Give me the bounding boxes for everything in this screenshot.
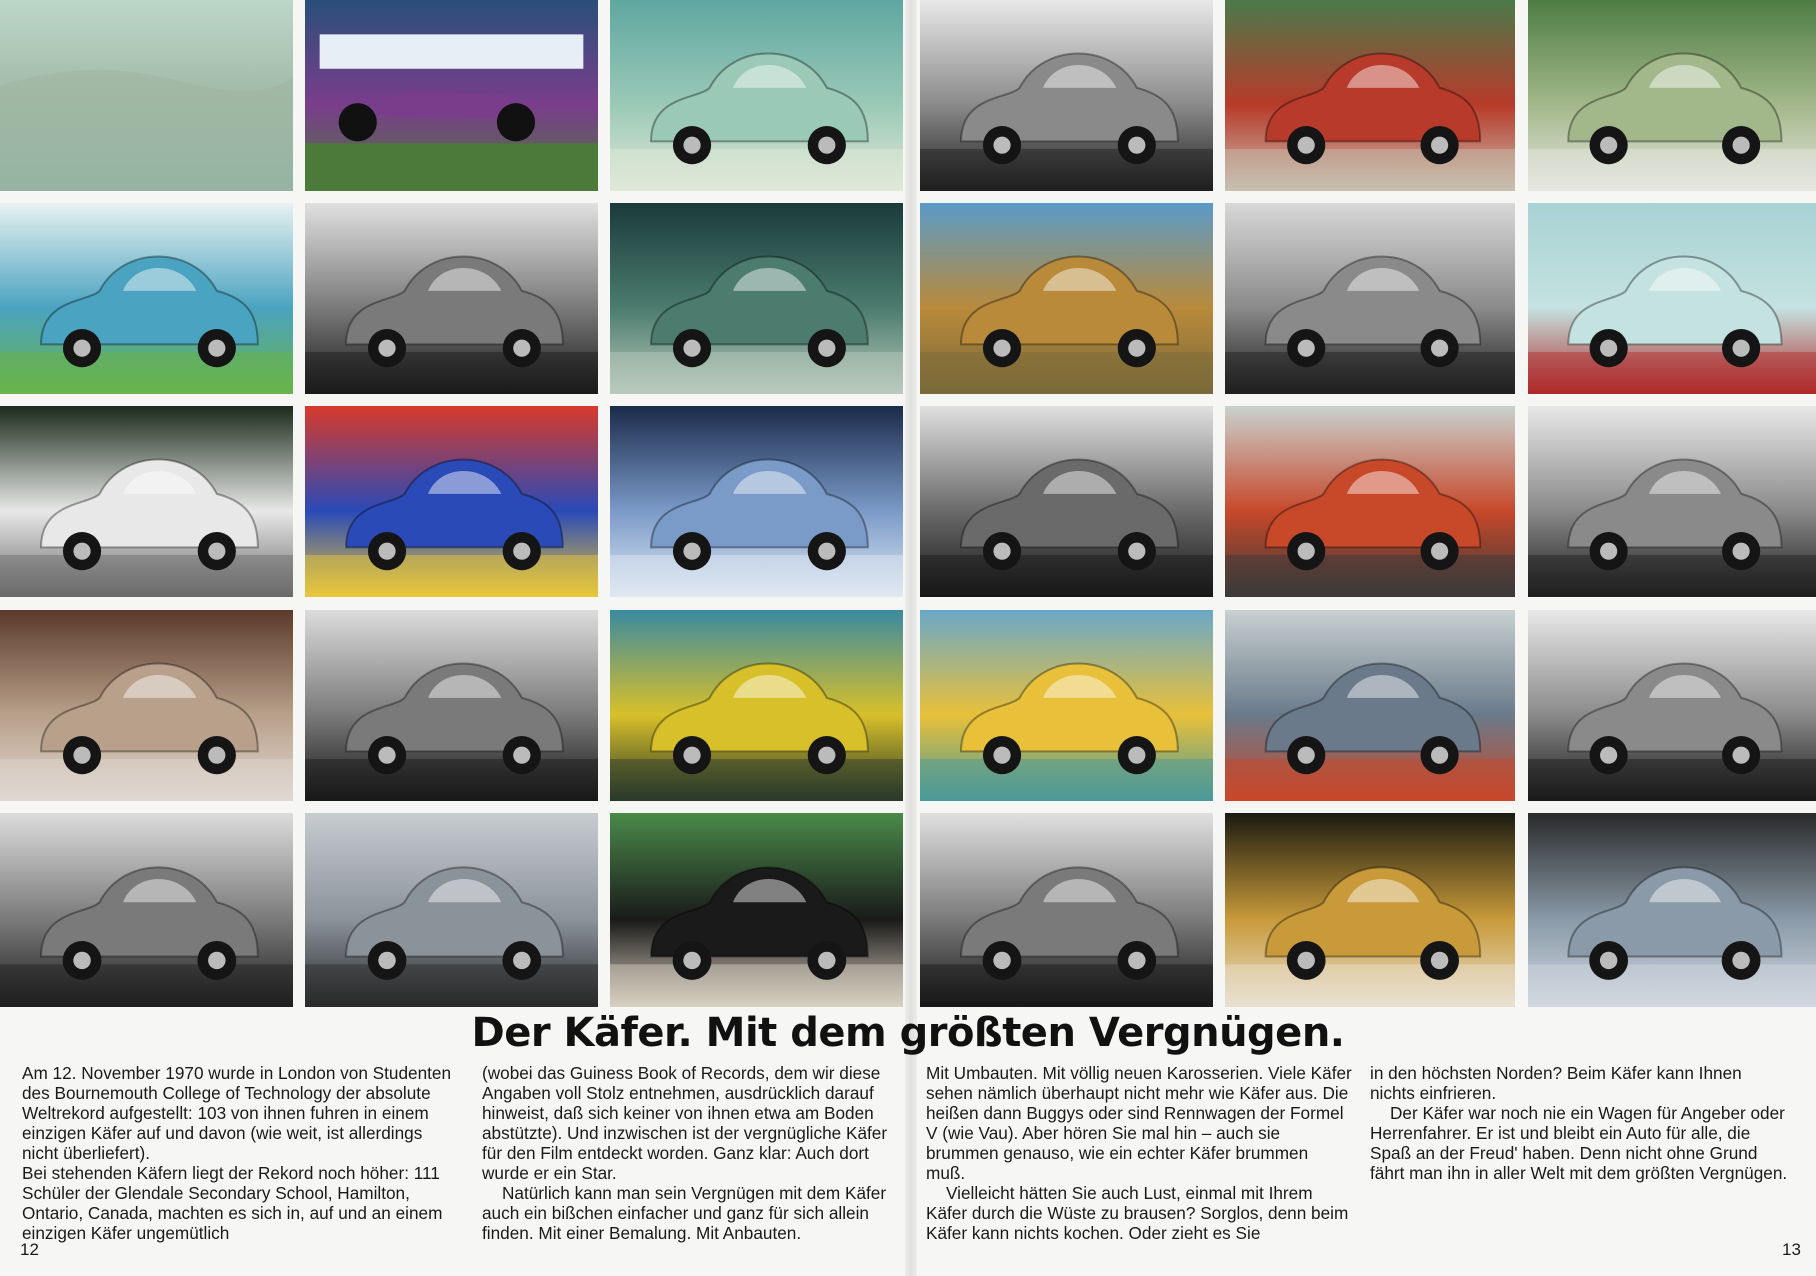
- photo-race-car: [305, 0, 598, 191]
- photo-herbie-water: [1528, 0, 1816, 191]
- photo-plough-beetle: [920, 813, 1213, 1007]
- paragraph: Der Käfer war noch nie ein Wagen für Angeber oder Herrenfahrer. Er ist und bleibt ein Auto für alle, die Spaß an der Freud' haben. Denn nicht ohne Grund fährt man ihn in aller Welt mit dem größten Vergnügen.: [1370, 1103, 1788, 1183]
- photo-painted-beetle-street: [610, 0, 903, 191]
- photo-champion-buggy-jump: [1528, 610, 1816, 801]
- paragraph: Vielleicht hätten Sie auch Lust, einmal mit Ihrem Käfer durch die Wüste zu brausen? Sorglos, denn beim Käfer kann nichts kochen. Oder zieht es Sie: [926, 1183, 1349, 1243]
- text-column-2: [482, 1063, 900, 1243]
- photo-painted-beetle-front: [0, 203, 293, 394]
- photo-herbie-wedding: [0, 610, 293, 801]
- photo-beetles-town-square: [1225, 610, 1515, 801]
- photo-grass-beetle: [0, 813, 293, 1007]
- photo-beetle-rear-street: [1528, 813, 1816, 1007]
- paragraph: (wobei das Guiness Book of Records, dem wir diese Angaben voll Stolz entnehmen, ausdrücklich darauf hinweist, daß sich keiner von ihnen etwa am Boden abstützte). Und inzwischen ist der vergnügliche Käfer für den Film entdeckt worden. Ganz klar: Auch dort wurde er ein Star.: [482, 1063, 888, 1183]
- text-column-1: [22, 1063, 454, 1243]
- photo-beetle-limousine: [305, 610, 598, 801]
- paragraph: Natürlich kann man sein Vergnügen mit dem Käfer auch ein bißchen einfacher und ganz für sich allein finden. Mit einer Bemalung. Mit Anbauten.: [482, 1183, 887, 1243]
- photo-beetle-parade: [610, 203, 903, 394]
- photo-sled-dogs-beetle: [610, 406, 903, 597]
- photo-stretched-beetle: [1225, 203, 1515, 394]
- photo-desert-landscape: [0, 0, 293, 191]
- paragraph: Mit Umbauten. Mit völlig neuen Karosserien. Viele Käfer sehen nämlich überhaupt nicht mehr wie Käfer aus. Die heißen dann Buggys oder sind Rennwagen der Formel V (wie Vau). Aber hören Sie mal hin – auch sie brummen genauso, wie ein echter Käfer brummen muß.: [926, 1063, 1352, 1183]
- page-number-right: 13: [1782, 1240, 1801, 1259]
- photo-beetle-custom-exhaust: [610, 610, 903, 801]
- photo-beetle-house-roof: [920, 610, 1213, 801]
- paragraph: Am 12. November 1970 wurde in London von Studenten des Bournemouth College of Technology der absolute Weltrekord aufgestellt: 103 von ihnen fuhren in einem einzigen Käfer auf und davon (wie weit, ist allerdings nicht überliefert).: [22, 1063, 452, 1163]
- photo-beetle-rail-trailer: [0, 406, 293, 597]
- photo-beetle-africa: [920, 203, 1213, 394]
- page-gutter: [905, 0, 917, 1276]
- photo-beetle-salt-flat: [1528, 203, 1816, 394]
- photo-snowplow-beetle: [305, 203, 598, 394]
- photo-red-beetle-conversion: [1225, 0, 1515, 191]
- text-column-3: [926, 1063, 1352, 1243]
- photo-rolls-grille-beetle: [305, 813, 598, 1007]
- photo-art-car-beetle: [305, 406, 598, 597]
- photo-red-beetle-convertible: [1225, 406, 1515, 597]
- paragraph: Bei stehenden Käfern liegt der Rekord noch höher: 111 Schüler der Glendale Secondary School, Hamilton, Ontario, Canada, machten es sich in, auf und an einem einzigen Käfer ungemütlich: [22, 1163, 443, 1243]
- text-column-4: [1370, 1063, 1790, 1183]
- paragraph: in den höchsten Norden? Beim Käfer kann Ihnen nichts einfrieren.: [1370, 1063, 1742, 1103]
- photo-horse-drawn-beetle: [920, 406, 1213, 597]
- photo-herbie-night: [1225, 813, 1515, 1007]
- photo-police-beetle: [610, 813, 903, 1007]
- photo-wireframe-beetle: [920, 0, 1213, 191]
- photo-beetle-buggy-grille: [1528, 406, 1816, 597]
- page-number-left: 12: [20, 1240, 39, 1259]
- headline: Der Käfer. Mit dem größten Vergnügen.: [471, 1010, 1345, 1056]
